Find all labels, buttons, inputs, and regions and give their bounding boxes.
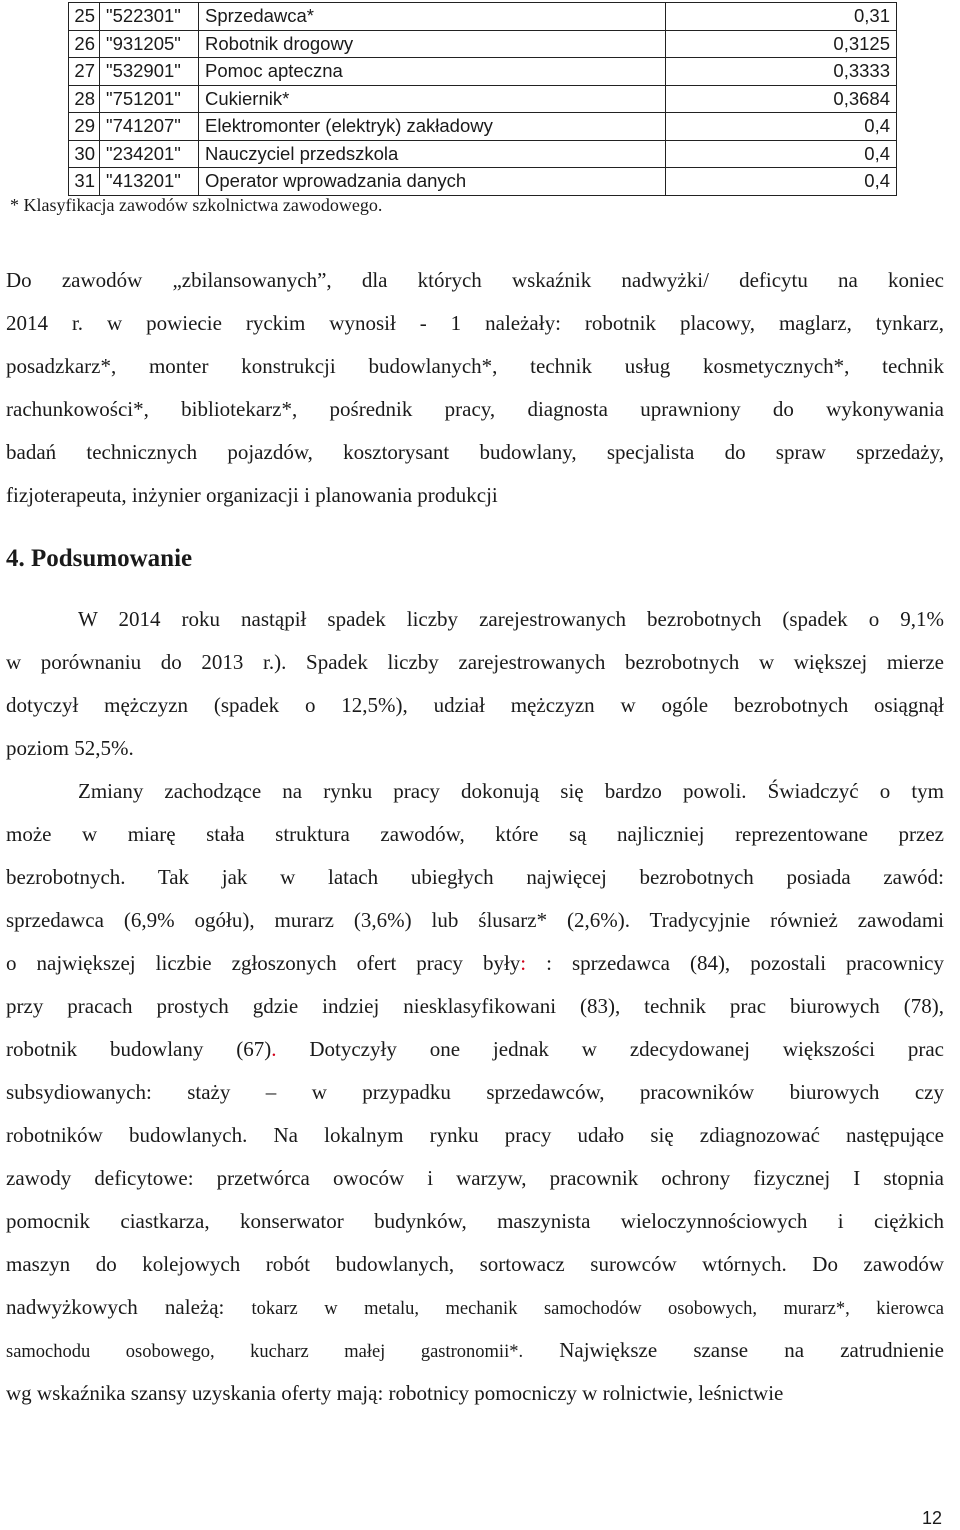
indicator-value-cell: 0,3684 (666, 85, 897, 113)
text-run: nadwyżkowych należą: (6, 1295, 252, 1319)
occupation-name-cell: Operator wprowadzania danych (199, 168, 666, 196)
para-line: robotników budowlanych. Na lokalnym rynku pracy udało się zdiagnozować następujące (6, 1123, 944, 1147)
occupation-code-cell: "522301" (100, 3, 199, 31)
text-run: Największe szanse na zatrudnienie (523, 1338, 944, 1362)
occupation-name-cell: Cukiernik* (199, 85, 666, 113)
para-line: sprzedawca (6,9% ogółu), murarz (3,6%) lub ślusarz* (2,6%). Tradycyjnie również zawodami (6, 908, 944, 932)
paragraph-labour-market (6, 770, 944, 1415)
para-line: Zmiany zachodzące na rynku pracy dokonują się bardzo powoli. Świadczyć o tym (78, 779, 944, 803)
para-line: fizjoterapeuta, inżynier organizacji i planowania produkcji (6, 483, 498, 507)
footnote: * Klasyfikacja zawodów szkolnictwa zawodowego. (10, 195, 383, 215)
para-line: wg wskaźnika szansy uzyskania oferty mają: robotnicy pomocniczy w rolnictwie, leśnictwie (6, 1381, 784, 1405)
row-number-cell: 27 (69, 58, 100, 86)
row-number-cell: 30 (69, 140, 100, 168)
text-run: Dotyczyły one jednak w zdecydowanej większości prac (276, 1037, 944, 1061)
text-run-small: samochodu osobowego, kucharz małej gastronomii*. (6, 1342, 524, 1362)
para-line: w porównaniu do 2013 r.). Spadek liczby zarejestrowanych bezrobotnych w większej mierze (6, 650, 944, 674)
table-row (69, 85, 897, 113)
occupation-name-cell: Pomoc apteczna (199, 58, 666, 86)
para-line: badań technicznych pojazdów, kosztorysant budowlany, specjalista do spraw sprzedaży, (6, 440, 944, 464)
para-line: może w miarę stała struktura zawodów, które są najliczniej reprezentowane przez (6, 822, 944, 846)
text-run-red: : (520, 951, 527, 975)
table-row (69, 30, 897, 58)
table-row (69, 140, 897, 168)
row-number-cell: 28 (69, 85, 100, 113)
occupation-table (68, 2, 897, 196)
occupation-name-cell: Nauczyciel przedszkola (199, 140, 666, 168)
occupation-code-cell: "413201" (100, 168, 199, 196)
paragraph-balanced-occupations (6, 259, 944, 517)
occupation-code-cell: "532901" (100, 58, 199, 86)
para-line: zawody deficytowe: przetwórca owoców i warzyw, pracownik ochrony fizycznej I stopnia (6, 1166, 944, 1190)
para-line: Do zawodów „zbilansowanych”, dla których wskaźnik nadwyżki/ deficytu na koniec (6, 268, 944, 292)
para-line: W 2014 roku nastąpił spadek liczby zarejestrowanych bezrobotnych (spadek o 9,1% (78, 607, 944, 631)
occupation-name-cell: Elektromonter (elektryk) zakładowy (199, 113, 666, 141)
row-number-cell: 26 (69, 30, 100, 58)
para-line (6, 942, 944, 985)
para-line (6, 1329, 944, 1372)
table-row (69, 3, 897, 31)
para-line: przy pracach prostych gdzie indziej niesklasyfikowani (83), technik prac biurowych (78), (6, 994, 944, 1018)
occupation-code-cell: "931205" (100, 30, 199, 58)
paragraph-summary (6, 598, 944, 770)
table-row (69, 58, 897, 86)
text-run: : sprzedawca (84), pozostali pracownicy (526, 951, 944, 975)
para-line: rachunkowości*, bibliotekarz*, pośrednik pracy, diagnosta uprawniony do wykonywania (6, 397, 944, 421)
row-number-cell: 29 (69, 113, 100, 141)
section-heading: 4. Podsumowanie (6, 545, 193, 572)
para-line: posadzkarz*, monter konstrukcji budowlanych*, technik usług kosmetycznych*, technik (6, 354, 944, 378)
table-row (69, 168, 897, 196)
text-run: o największej liczbie zgłoszonych ofert pracy były (6, 951, 521, 975)
occupation-name-cell: Robotnik drogowy (199, 30, 666, 58)
indicator-value-cell: 0,3125 (666, 30, 897, 58)
text-run: robotnik budowlany (67) (6, 1037, 272, 1061)
text-run-small: tokarz w metalu, mechanik samochodów osobowych, murarz*, kierowca (251, 1299, 944, 1319)
occupation-name-cell: Sprzedawca* (199, 3, 666, 31)
occupation-code-cell: "741207" (100, 113, 199, 141)
page-number: 12 (921, 1508, 942, 1528)
row-number-cell: 31 (69, 168, 100, 196)
indicator-value-cell: 0,31 (666, 3, 897, 31)
indicator-value-cell: 0,4 (666, 140, 897, 168)
para-line: poziom 52,5%. (6, 736, 134, 760)
para-line: bezrobotnych. Tak jak w latach ubiegłych najwięcej bezrobotnych posiada zawód: (6, 865, 944, 889)
para-line (6, 1028, 944, 1071)
indicator-value-cell: 0,4 (666, 168, 897, 196)
occupation-code-cell: "751201" (100, 85, 199, 113)
para-line: pomocnik ciastkarza, konserwator budynków, maszynista wieloczynnościowych i ciężkich (6, 1209, 944, 1233)
indicator-value-cell: 0,4 (666, 113, 897, 141)
occupation-code-cell: "234201" (100, 140, 199, 168)
indicator-value-cell: 0,3333 (666, 58, 897, 86)
para-line: dotyczył mężczyzn (spadek o 12,5%), udział mężczyzn w ogóle bezrobotnych osiągnął (6, 693, 944, 717)
row-number-cell: 25 (69, 3, 100, 31)
para-line: maszyn do kolejowych robót budowlanych, sortowacz surowców wtórnych. Do zawodów (6, 1252, 944, 1276)
text-run-red: . (271, 1037, 277, 1061)
table-row (69, 113, 897, 141)
para-line: 2014 r. w powiecie ryckim wynosił - 1 należały: robotnik placowy, maglarz, tynkarz, (6, 311, 944, 335)
para-line (6, 1286, 944, 1329)
para-line: subsydiowanych: staży – w przypadku sprzedawców, pracowników biurowych czy (6, 1080, 944, 1104)
